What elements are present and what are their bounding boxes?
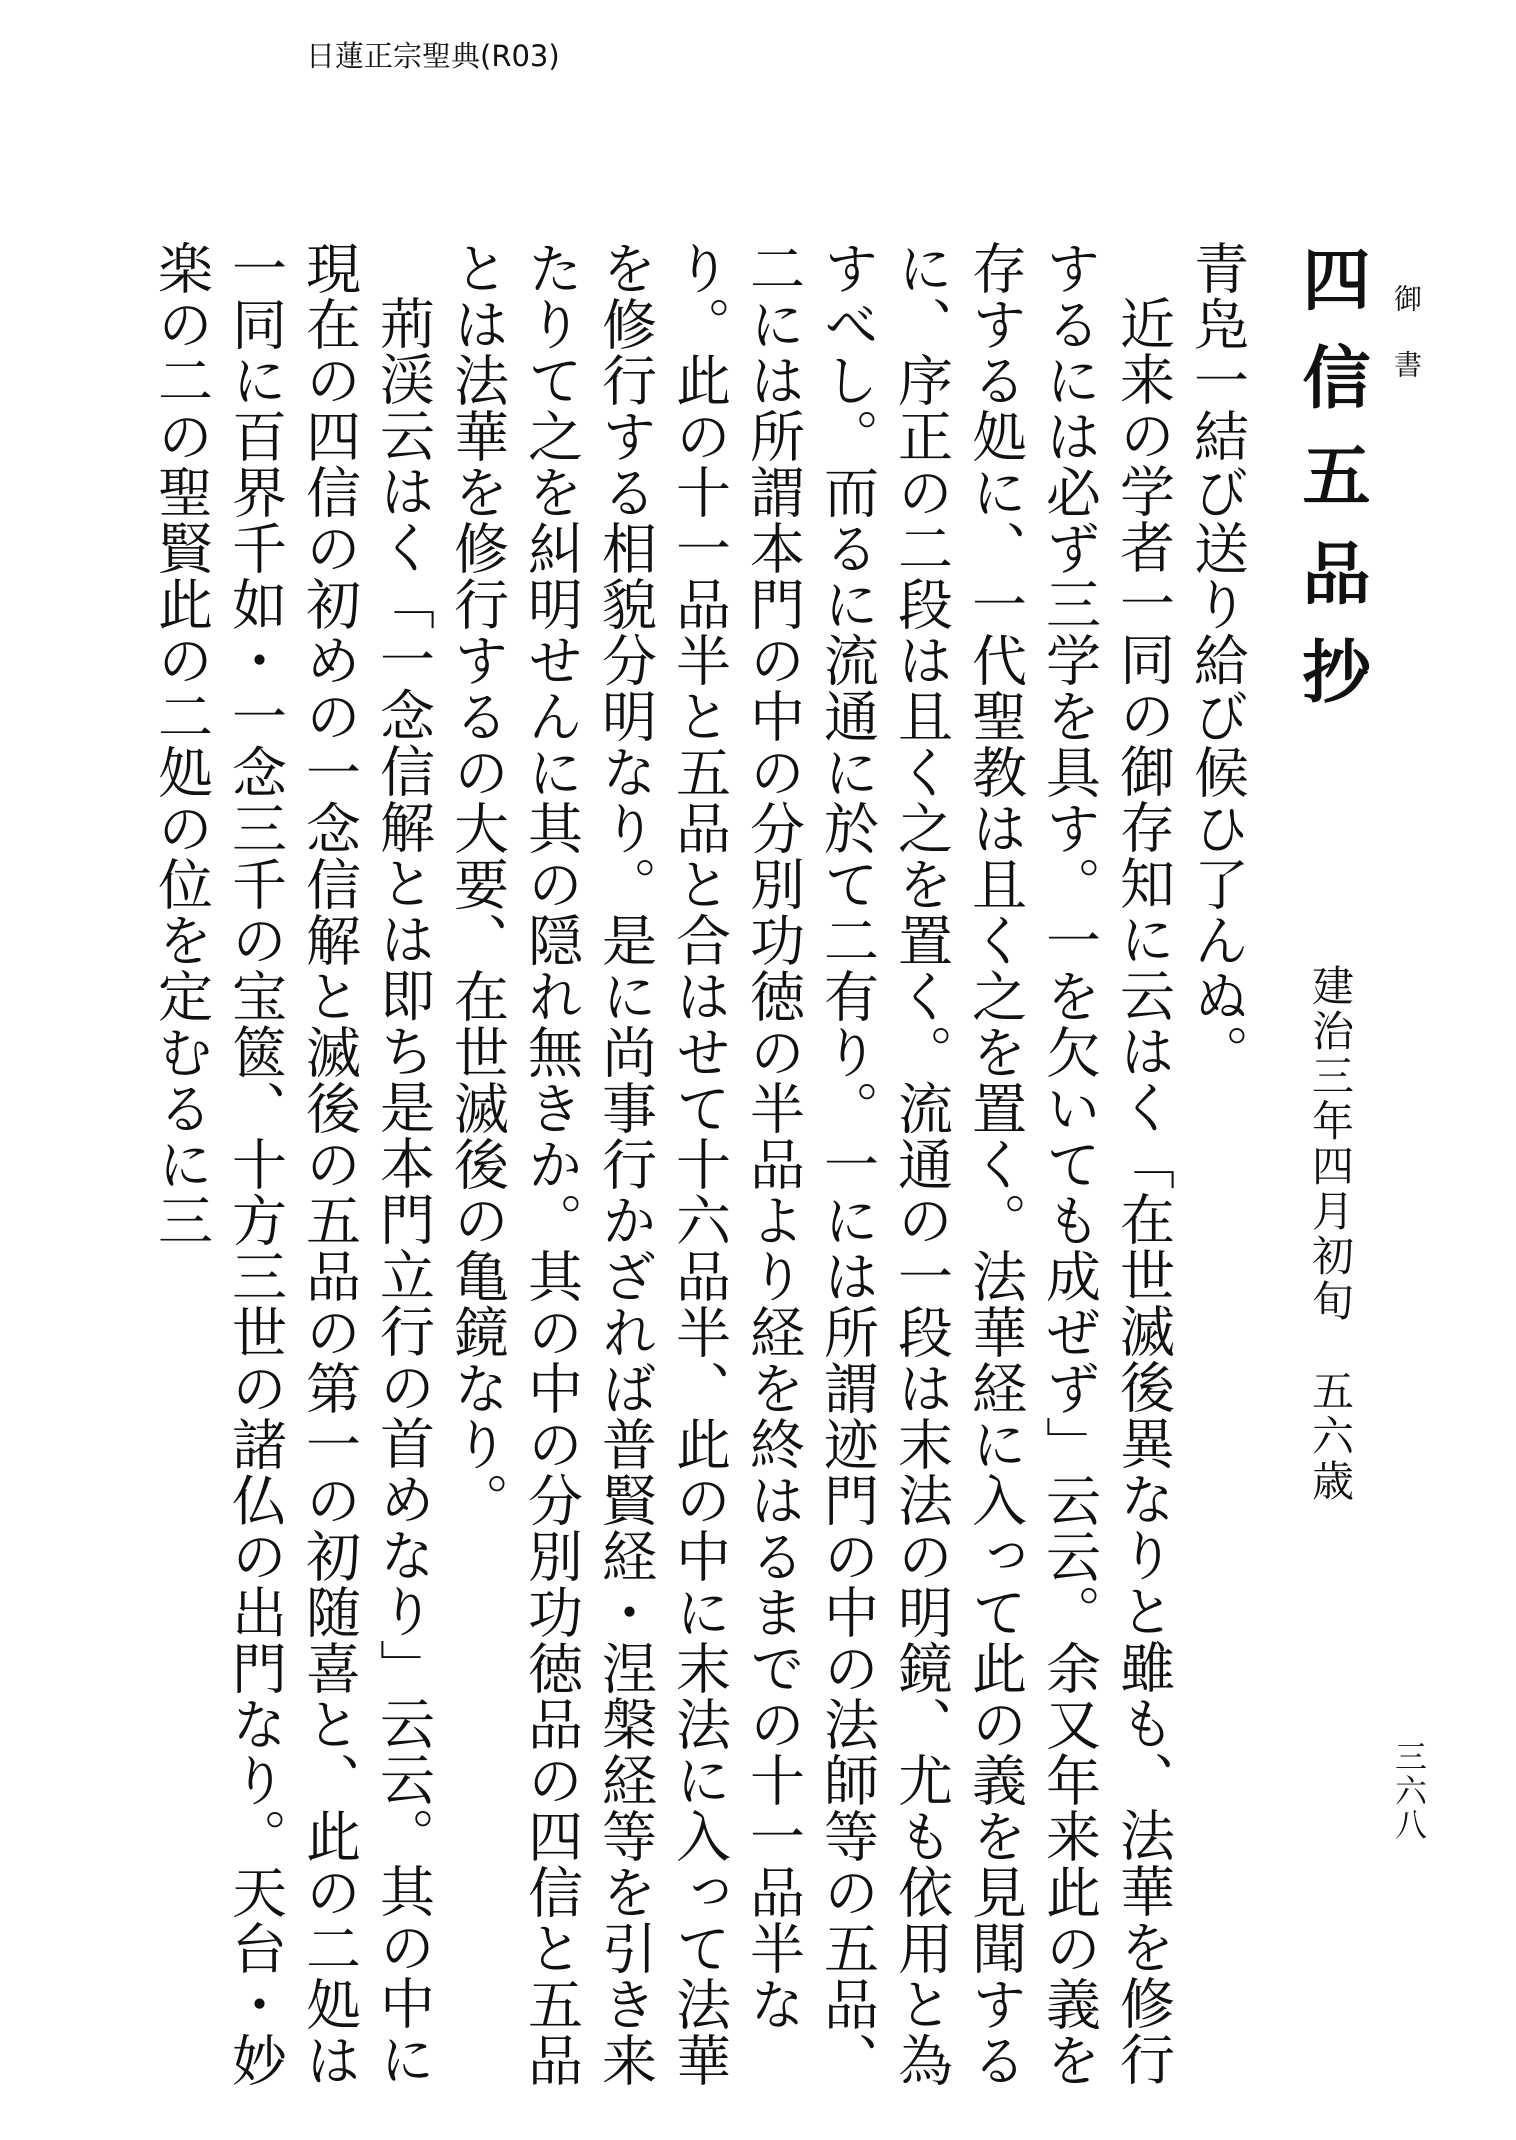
section-label: 御書 xyxy=(1390,284,1423,416)
paragraph-2: 近来の学者一同の御存知に云はく「在世滅後異なりと雖も、法華を修行するには必ず三学を具す。一を欠いても成ぜず」云云。余又年来此の義を存する処に、一代聖教は且く之を置く。法華経に入って此の義を見聞するに、序正の二段は且く之を置く。流通の一段は末法の明鏡、尤も依用と為すべし。而るに流通に於て二有り。一には所謂迹門の中の法師等の五品、二には所謂本門の中の分別功徳の半品より経を終はるまでの十一品半なり。此の十一品半と五品と合はせて十六品半、此の中に末法に入って法華を修行する相貌分明なり。是に尚事行かざれば普賢経・涅槃経等を引き来たりて之を糾明せんに其の隠れ無きか。其の中の分別功徳品の四信と五品とは法華を修行するの大要、在世滅後の亀鏡なり。 xyxy=(445,240,1175,2088)
body-text xyxy=(144,240,1254,2100)
date-line: 建治三年四月初旬 五六歳 xyxy=(1306,964,1355,1504)
paragraph-3: 荊渓云はく「一念信解とは即ち是本門立行の首めなり」云云。其の中に現在の四信の初めの一念信解と滅後の五品の第一の初随喜と、此の二処は一同に百界千如・一念三千の宝篋、十方三世の諸仏の出門なり。天台・妙楽の二の聖賢此の二処の位を定むるに三 xyxy=(149,240,435,2088)
document-source-header: 日蓮正宗聖典(R03) xyxy=(306,39,560,73)
page-number: 三六八 xyxy=(1390,1740,1428,1842)
document-title: 四信五品抄 xyxy=(1291,244,1371,734)
paragraph-1: 青凫一結び送り給び候ひ了んぬ。 xyxy=(1185,240,1249,1080)
